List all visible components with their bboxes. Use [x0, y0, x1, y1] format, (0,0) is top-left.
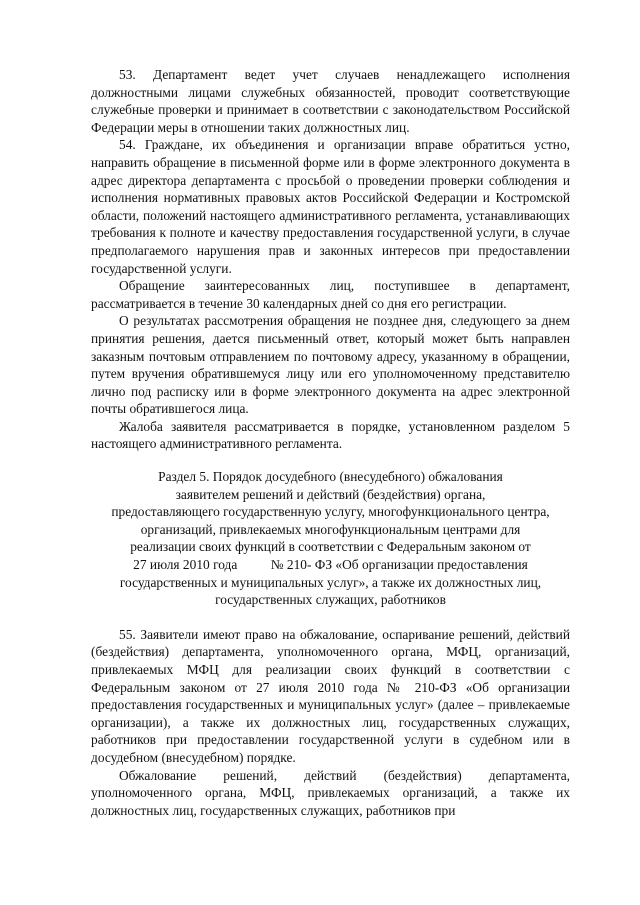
- section-heading-line: реализации своих функций в соответствии с Федеральным законом от: [130, 539, 531, 555]
- document-body: [91, 66, 570, 819]
- section-heading-line: предоставляющего государственную услугу, многофункционального центра,: [111, 504, 550, 520]
- paragraph-complaint-procedure: Жалоба заявителя рассматривается в порядке, установленном разделом 5 настоящего административного регламента.: [91, 418, 570, 452]
- paragraph-appeal-continuation: Обжалование решений, действий (бездействия) департамента, уполномоченного органа, МФЦ, привлекаемых организаций, а также их должностных лиц, государственных служащих, работников при: [91, 767, 570, 818]
- section-heading-line: заявителем решений и действий (бездействия) органа,: [175, 486, 486, 502]
- section-heading-line: организаций, привлекаемых многофункциональным центрами для: [140, 521, 521, 537]
- paragraph-55: 55. Заявители имеют право на обжалование, оспаривание решений, действий (бездействия) департамента, уполномоченного органа, МФЦ, организаций, привлекаемых МФЦ для реализации своих функций в соответствии с Федеральным законом от 27 июля 2010 года № 210-ФЗ «Об организации предоставления государственных и муниципальных услуг» (далее – привлекаемые организации), а также их должностных лиц, государственных служащих, работников при предоставлении государственной услуги в судебном или в досудебном (внесудебном) порядке.: [91, 626, 570, 765]
- paragraph-review-results: О результатах рассмотрения обращения не позднее дня, следующего за днем принятия решения, дается письменный ответ, который может быть направлен заказным почтовым отправлением по почтовому адресу, указанному в обращении, путем вручения обратившемуся лицу или его уполномоченному представителю лично под расписку или в форме электронного документа на адрес электронной почты обратившегося лица.: [91, 313, 570, 417]
- section-5-heading: [91, 468, 570, 609]
- section-heading-line: 27 июля 2010 года № 210- ФЗ «Об организации предоставления: [133, 557, 528, 573]
- section-heading-line: государственных и муниципальных услуг», а также их должностных лиц,: [119, 574, 542, 590]
- paragraph-54: 54. Граждане, их объединения и организации вправе обратиться устно, направить обращение в письменной форме или в форме электронного документа в адрес директора департамента с просьбой о проведении проверки соблюдения и исполнения нормативных правовых актов Российской Федерации и Костромской области, положений настоящего административного регламента, устанавливающих требования к полноте и качеству предоставления государственной услуги, в случае предполагаемого нарушения прав и законных интересов при предоставлении государственной услуги.: [91, 137, 570, 276]
- paragraph-review-period: Обращение заинтересованных лиц, поступившее в департамент, рассматривается в течение 30 календарных дней со дня его регистрации.: [91, 278, 570, 311]
- paragraph-53: 53. Департамент ведет учет случаев ненадлежащего исполнения должностными лицами служебных обязанностей, проводит соответствующие служебные проверки и принимает в соответствии с законодательством Российской Федерации меры в отношении таких должностных лиц.: [91, 67, 570, 135]
- section-heading-line: Раздел 5. Порядок досудебного (внесудебного) обжалования: [158, 469, 503, 485]
- section-heading-line: государственных служащих, работников: [215, 592, 446, 608]
